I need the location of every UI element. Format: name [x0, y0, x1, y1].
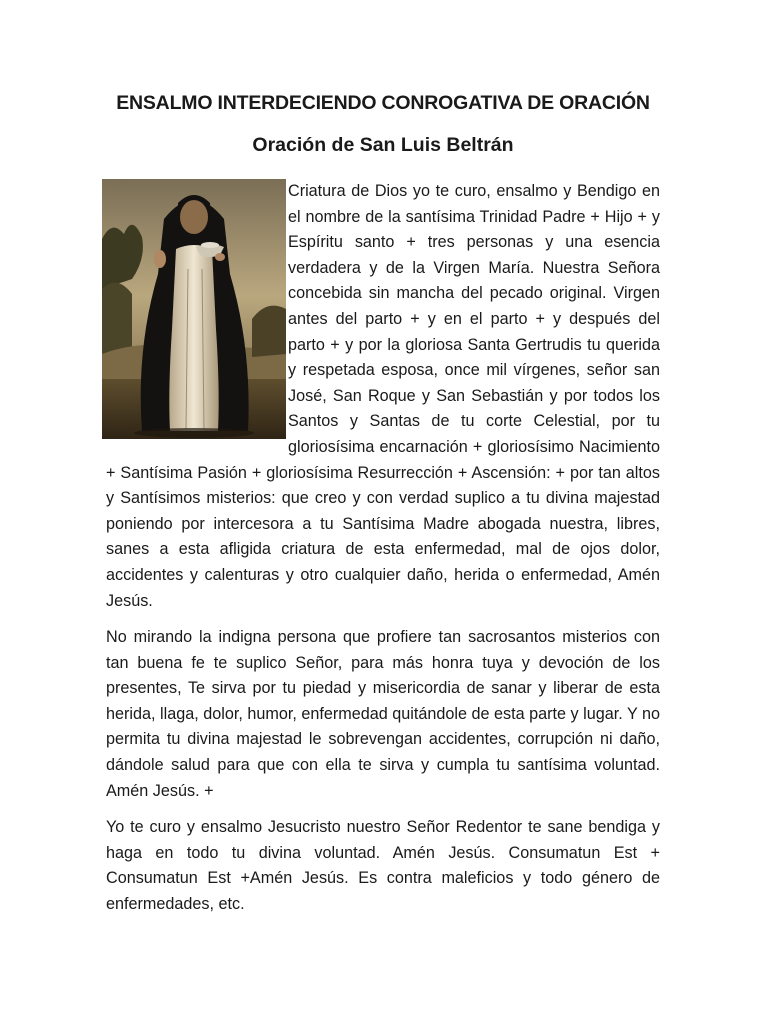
saint-painting-illustration [102, 179, 286, 439]
prayer-paragraph-3: Yo te curo y ensalmo Jesucristo nuestro Señor Redentor te sane bendiga y haga en todo tu divina voluntad. Amén Jesús. Consumatun Est + Consumatun Est +Amén Jesús. Es contra maleficios y todo género de enfermedades, etc. [106, 818, 660, 914]
document-subtitle: Oración de San Luis Beltrán [252, 134, 514, 156]
prayer-paragraph-1: Criatura de Dios yo te curo, ensalmo y Bendigo en el nombre de la santísima Trinidad Padre + Hijo + y Espíritu santo + tres personas y una esencia verdadera y de la Virgen María. Nuestra Señora concebida sin mancha del pecado original. Virgen antes del parto + y en el parto + y después del parto + y por la gloriosa Santa Gertrudis tu querida y respetada esposa, once mil vírgenes, señor san José, San Roque y San Sebastián y por todos los Santos y Santas de tu corte Celestial, por tu gloriosísima encarnación + gloriosísimo Nacimiento + Santísima Pasión + gloriosísima Resurrección + Ascensión: + por tan altos y Santísimos misterios: que creo y con verdad suplico a tu divina majestad poniendo por intercesora a tu Santísima Madre abogada nuestra, libres, sanes a esta afligida criatura de esta enfermedad, mal de ojos dolor, accidentes y calenturas y otro cualquier daño, herida o enfermedad, Amén Jesús. [106, 182, 660, 610]
document-page [106, 92, 660, 929]
prayer-paragraph-2: No mirando la indigna persona que profiere tan sacrosantos misterios con tan buena fe te suplico Señor, para más honra tuya y devoción de los presentes, Te sirva por tu piedad y misericordia de sanar y liberar de esta herida, llaga, dolor, humor, enfermedad quitándole de esta parte y lugar. Y no permita tu divina majestad le sobrevengan accidentes, corrupción ni daño, dándole salud para que con ella te sirva y cumpla tu santísima voluntad. Amén Jesús. + [106, 628, 660, 800]
document-title: ENSALMO INTERDECIENDO CONROGATIVA DE ORACIÓN [116, 92, 650, 114]
saint-painting-image [102, 179, 288, 439]
